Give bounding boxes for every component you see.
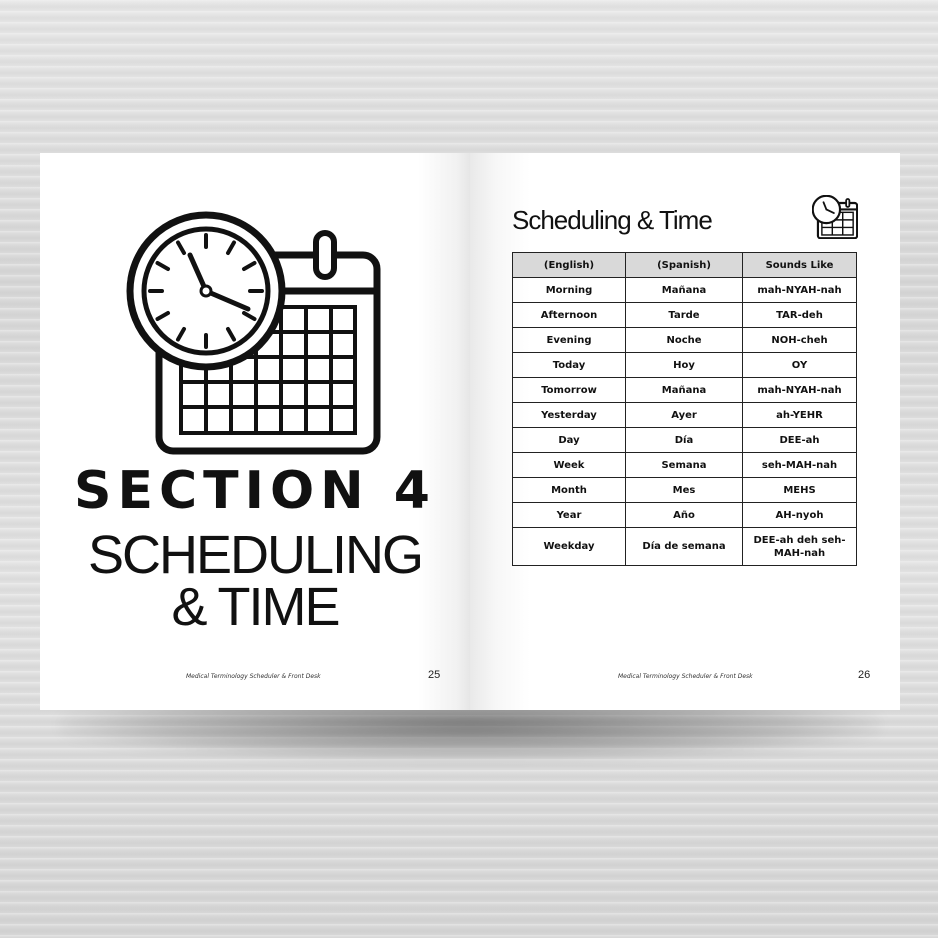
column-header-sounds-like: Sounds Like xyxy=(743,253,857,278)
table-row xyxy=(513,353,857,378)
pronunciation-cell: mah-NYAH-nah xyxy=(743,378,857,403)
pronunciation-cell: TAR-deh xyxy=(743,303,857,328)
section-title-line-1: SCHEDULING xyxy=(87,525,423,585)
page-number: 25 xyxy=(428,669,441,681)
english-cell: Week xyxy=(513,453,626,478)
spanish-cell: Día de semana xyxy=(626,528,743,566)
footer-text: Medical Terminology Scheduler & Front Desk xyxy=(186,673,321,680)
pronunciation-cell: seh-MAH-nah xyxy=(743,453,857,478)
spanish-cell: Mañana xyxy=(626,278,743,303)
section-number: SECTION 4 xyxy=(74,461,436,521)
spanish-cell: Tarde xyxy=(626,303,743,328)
pronunciation-cell: AH-nyoh xyxy=(743,503,857,528)
english-cell: Tomorrow xyxy=(513,378,626,403)
english-cell: Today xyxy=(513,353,626,378)
pronunciation-cell: mah-NYAH-nah xyxy=(743,278,857,303)
spanish-cell: Hoy xyxy=(626,353,743,378)
pronunciation-cell: NOH-cheh xyxy=(743,328,857,353)
pronunciation-cell: MEHS xyxy=(743,478,857,503)
pronunciation-cell: DEE-ah deh seh-MAH-nah xyxy=(743,528,857,566)
table-row xyxy=(513,428,857,453)
english-cell: Year xyxy=(513,503,626,528)
spanish-cell: Mañana xyxy=(626,378,743,403)
pronunciation-cell: DEE-ah xyxy=(743,428,857,453)
spanish-cell: Noche xyxy=(626,328,743,353)
table-row xyxy=(513,328,857,353)
section-title xyxy=(40,525,470,637)
spanish-cell: Mes xyxy=(626,478,743,503)
pronunciation-cell: OY xyxy=(743,353,857,378)
table-header-row xyxy=(513,253,857,278)
spanish-cell: Semana xyxy=(626,453,743,478)
table-row xyxy=(513,478,857,503)
table-row xyxy=(513,278,857,303)
table-row xyxy=(513,378,857,403)
right-page xyxy=(470,153,900,710)
table-row xyxy=(513,528,857,566)
english-cell: Weekday xyxy=(513,528,626,566)
table-row xyxy=(513,303,857,328)
table-row xyxy=(513,503,857,528)
spanish-cell: Día xyxy=(626,428,743,453)
english-cell: Afternoon xyxy=(513,303,626,328)
spanish-cell: Ayer xyxy=(626,403,743,428)
spanish-cell: Año xyxy=(626,503,743,528)
clock-calendar-icon xyxy=(126,211,382,455)
table-row xyxy=(513,403,857,428)
english-cell: Morning xyxy=(513,278,626,303)
left-page xyxy=(40,153,470,710)
vocabulary-table xyxy=(512,252,857,566)
section-title-line-2: & TIME xyxy=(171,577,339,637)
clock-calendar-icon xyxy=(812,195,858,239)
page-heading: Scheduling & Time xyxy=(512,205,712,235)
english-cell: Evening xyxy=(513,328,626,353)
page-number: 26 xyxy=(858,669,871,681)
english-cell: Month xyxy=(513,478,626,503)
pronunciation-cell: ah-YEHR xyxy=(743,403,857,428)
column-header-english: (English) xyxy=(513,253,626,278)
english-cell: Day xyxy=(513,428,626,453)
table-row xyxy=(513,453,857,478)
english-cell: Yesterday xyxy=(513,403,626,428)
footer-text: Medical Terminology Scheduler & Front Desk xyxy=(618,673,753,680)
column-header-spanish: (Spanish) xyxy=(626,253,743,278)
